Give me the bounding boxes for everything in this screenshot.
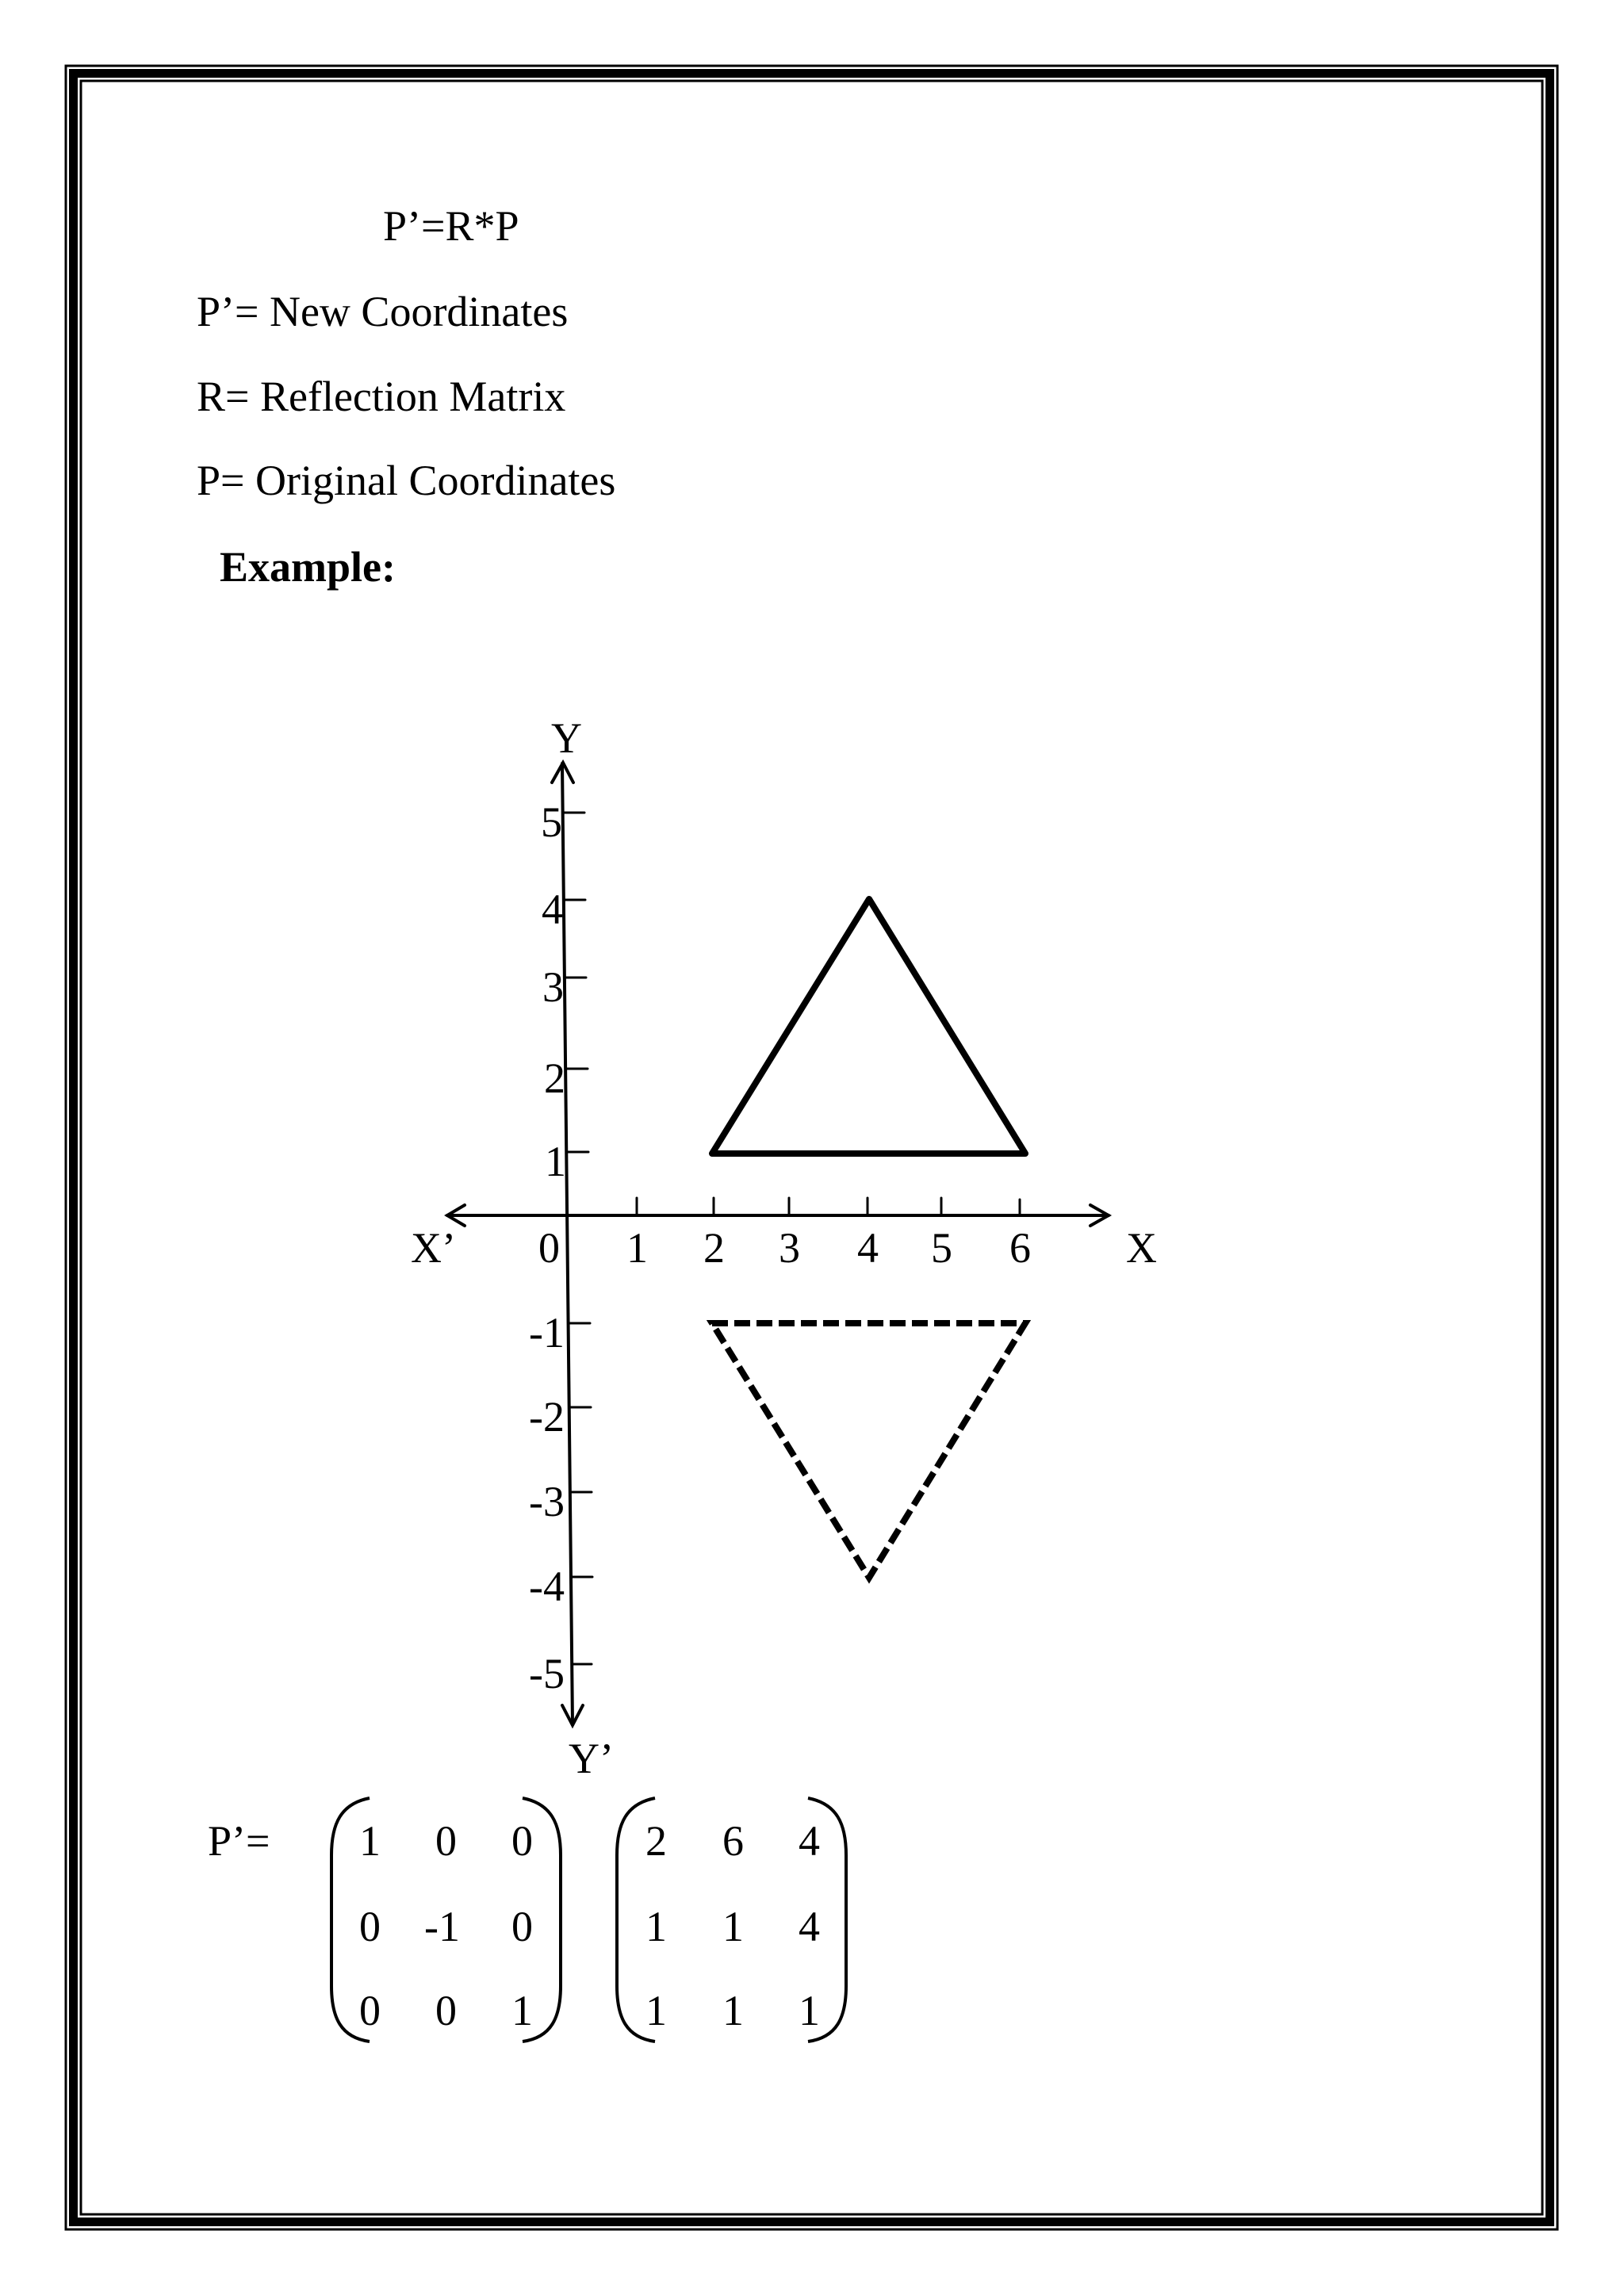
matrix-cell: 6	[722, 1817, 744, 1865]
y-tick-label: -1	[529, 1309, 565, 1357]
matrix-cell: 1	[799, 1987, 820, 2034]
definition-original-coordinates: P= Original Coordinates	[197, 457, 616, 504]
y-axis-label: Y	[551, 714, 582, 762]
matrix-cell: 1	[722, 1987, 744, 2034]
matrix-cell: 4	[799, 1903, 820, 1950]
matrix-cell: 0	[435, 1987, 457, 2034]
y-tick-label: 1	[545, 1138, 566, 1185]
matrix-cell: 1	[722, 1903, 744, 1950]
matrix-cell: 0	[511, 1903, 533, 1950]
y-tick-label: -4	[529, 1563, 565, 1610]
y-tick-label: 5	[541, 798, 562, 846]
matrix-cell: 0	[511, 1817, 533, 1865]
example-heading: Example:	[220, 543, 396, 591]
matrix-cell: -1	[424, 1903, 460, 1950]
matrix-cell: 2	[645, 1817, 667, 1865]
y-tick-label: 2	[544, 1054, 565, 1102]
origin-label: 0	[538, 1224, 560, 1272]
matrix-cell: 0	[435, 1817, 457, 1865]
definition-new-coordinates: P’= New Coordinates	[197, 288, 569, 335]
matrix-cell: 1	[645, 1987, 667, 2034]
y-tick-label: 4	[542, 886, 563, 933]
x-tick-label: 4	[857, 1224, 879, 1272]
y-tick-label: -5	[529, 1650, 565, 1697]
x-tick-label: 6	[1009, 1224, 1031, 1272]
x-tick-label: 3	[779, 1224, 800, 1272]
y-tick-label: -2	[529, 1393, 565, 1441]
matrix-cell: 4	[799, 1817, 820, 1865]
y-tick-label: -3	[529, 1478, 565, 1525]
x-tick-label: 2	[703, 1224, 725, 1272]
matrix-cell: 1	[359, 1817, 381, 1865]
formula: P’=R*P	[383, 202, 519, 250]
equation-lhs: P’=	[208, 1817, 270, 1865]
x-neg-axis-label: X’	[411, 1224, 456, 1272]
matrix-cell: 0	[359, 1987, 381, 2034]
x-tick-label: 5	[931, 1224, 952, 1272]
matrix-cell: 0	[359, 1903, 381, 1950]
y-tick-label: 3	[542, 963, 564, 1011]
y-neg-axis-label: Y’	[569, 1735, 614, 1782]
definition-reflection-matrix: R= Reflection Matrix	[197, 373, 566, 420]
matrix-cell: 1	[511, 1987, 533, 2034]
x-tick-label: 1	[626, 1224, 648, 1272]
matrix-cell: 1	[645, 1903, 667, 1950]
x-axis-label: X	[1126, 1224, 1157, 1272]
